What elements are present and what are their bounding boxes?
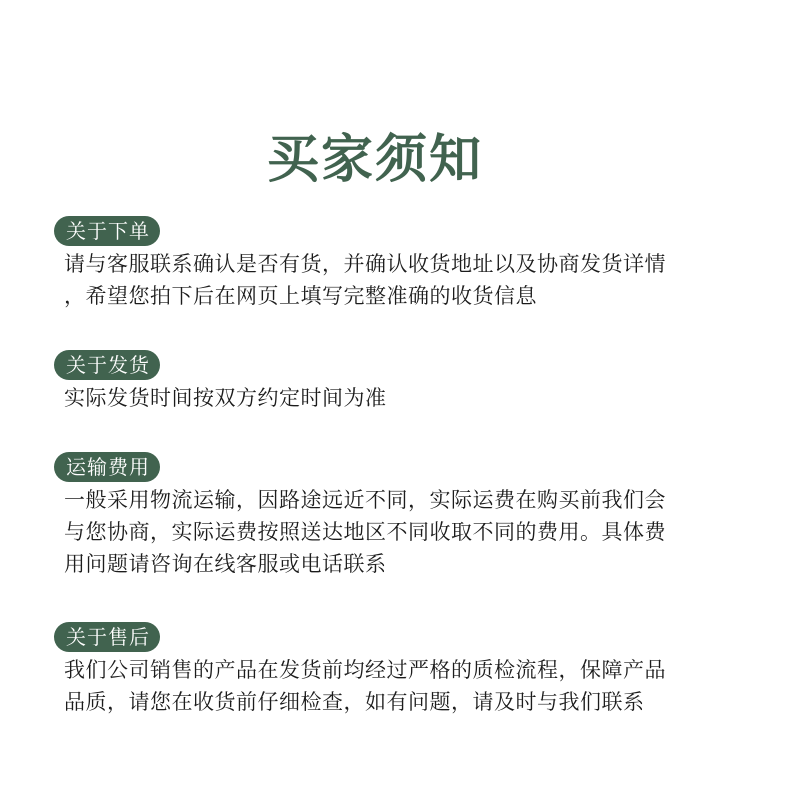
section-tag-freight: 运输费用 (54, 452, 160, 482)
section-tag-ordering: 关于下单 (54, 216, 160, 246)
section-text-ordering: 请与客服联系确认是否有货，并确认收货地址以及协商发货详情 ，希望您拍下后在网页上填写完整准确的收货信息 (64, 252, 666, 308)
section-text-freight: 一般采用物流运输，因路途远近不同，实际运费在购买前我们会 与您协商，实际运费按照送达地区不同收取不同的费用。具体费 用问题请咨询在线客服或电话联系 (64, 488, 666, 576)
page-title: 买家须知 (266, 130, 483, 190)
section-freight (54, 452, 754, 580)
section-tag-after-sales: 关于售后 (54, 622, 160, 652)
section-text-shipping: 实际发货时间按双方约定时间为准 (64, 386, 387, 410)
section-text-after-sales: 我们公司销售的产品在发货前均经过严格的质检流程，保障产品 品质，请您在收货前仔细检查，如有问题，请及时与我们联系 (64, 658, 666, 714)
section-ordering (54, 216, 754, 312)
section-shipping (54, 350, 754, 414)
section-tag-shipping: 关于发货 (54, 350, 160, 380)
section-after-sales (54, 622, 754, 718)
